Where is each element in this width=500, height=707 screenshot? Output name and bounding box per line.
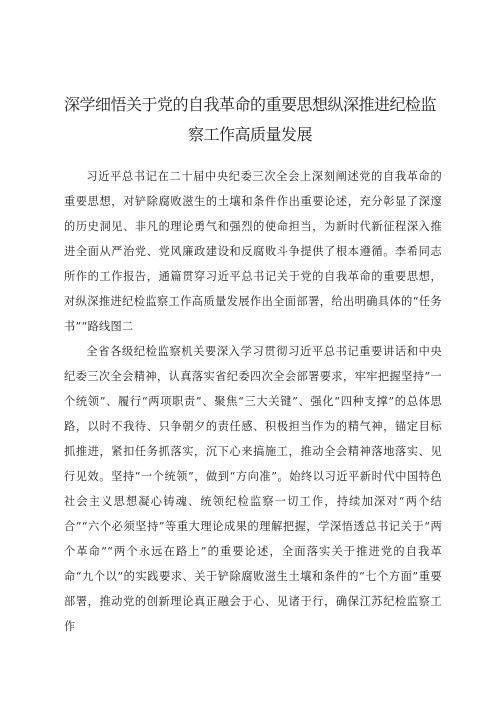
document-body bbox=[64, 164, 442, 639]
paragraph-1: 习近平总书记在二十届中央纪委三次全会上深刻阐述党的自我革命的重要思想，对铲除腐败滋生的土壤和条件作出重要论述，充分彰显了深邃的历史洞见、非凡的理论勇气和强烈的使命担当，为新时代新征程深入推进全面从严治党、党风廉政建设和反腐败斗争提供了根本遵循。李希同志所作的工作报告，通篇贯穿习近平总书记关于党的自我革命的重要思想，对纵深推进纪检监察工作高质量发展作出全面部署，给出明确具体的“任务书”“路线图二 bbox=[64, 170, 442, 333]
title-line-2: 察工作高质量发展 bbox=[187, 125, 312, 144]
document-title bbox=[60, 90, 440, 150]
paragraph-2: 全省各级纪检监察机关要深入学习贯彻习近平总书记重要讲话和中央纪委三次全会精神，认真落实省纪委四次全会部署要求，牢牢把握坚持“一个统领”、履行“两项职责”、聚焦“三大关键”、强化“四种支撑”的总体思路，以时不我待、只争朝夕的责任感、积极担当作为的精气神，锚定目标抓推进，紧扣任务抓落实，沉下心来搞施工，推动全会精神落地落实、见行见效。坚持“一个统领”，做到“方向准”。始终以习近平新时代中国特色社会主义思想凝心铸魂、统领纪检监察一切工作，持续加深对“两个结合”“六个必须坚持”等重大理论成果的理解把握，学深悟透总书记关于“两个革命”“两个永远在路上”的重要论述，全面落实关于推进党的自我革命“九个以”的实践要求、关于铲除腐败滋生土壤和条件的“七个方面”重要部署，推动党的创新理论真正融会于心、见诸于行，确保江苏纪检监察工作 bbox=[64, 345, 442, 633]
title-line-1: 深学细悟关于党的自我革命的重要思想纵深推进纪检监 bbox=[63, 95, 436, 114]
